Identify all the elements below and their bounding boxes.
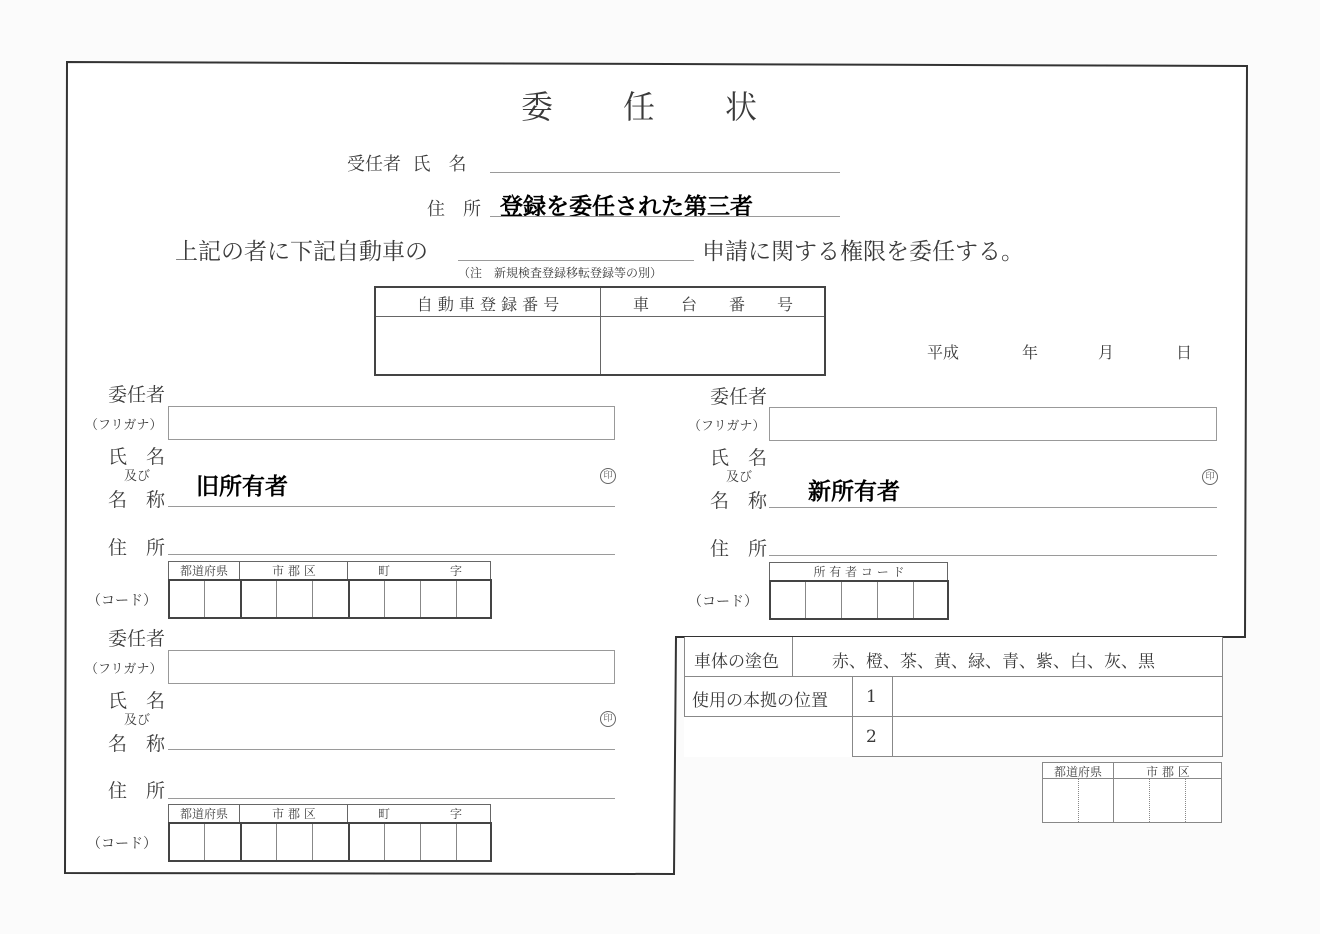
delegator2-code-boxes[interactable] xyxy=(168,822,492,862)
date-month: 月 xyxy=(1098,343,1115,362)
old-owner-furigana-input[interactable] xyxy=(168,406,615,440)
furigana-label: （フリガナ） xyxy=(85,662,163,677)
and-label: 及び xyxy=(124,469,151,484)
delegator2-name-line[interactable] xyxy=(168,749,615,750)
name-label: 氏 名 xyxy=(710,447,768,469)
new-owner-address-line[interactable] xyxy=(769,555,1217,556)
code-label: （コード） xyxy=(87,836,157,852)
new-owner-code-boxes[interactable] xyxy=(769,580,949,620)
old-owner-name-line[interactable] xyxy=(168,506,615,507)
date-day: 日 xyxy=(1176,343,1193,362)
code-header-pref: 都道府県 xyxy=(179,807,228,821)
vehicle-info-table xyxy=(684,637,1223,757)
new-owner-name-line[interactable] xyxy=(769,507,1217,508)
title-name-label: 名 称 xyxy=(108,733,166,755)
address-label: 住 所 xyxy=(710,538,768,560)
delegator2-address-line[interactable] xyxy=(168,798,615,799)
name-label: 氏 名 xyxy=(108,690,166,712)
new-owner-annotation: 新所有者 xyxy=(808,479,900,505)
page-title: 委 任 状 xyxy=(520,88,759,126)
owner-code-header: 所 有 者 コ ー ド xyxy=(813,565,905,579)
furigana-label: （フリガナ） xyxy=(688,419,766,434)
code-header-aza: 字 xyxy=(449,807,462,821)
agent-name-line[interactable] xyxy=(490,172,840,173)
code-label: （コード） xyxy=(688,594,758,610)
base-row-1-input[interactable] xyxy=(894,679,1220,715)
base-row-2-input[interactable] xyxy=(894,719,1220,755)
application-type-line[interactable] xyxy=(458,260,694,261)
code-header-town: 町 xyxy=(377,807,390,821)
statement-before: 上記の者に下記自動車の xyxy=(175,239,428,265)
chassis-number-input[interactable] xyxy=(603,319,824,374)
base-location-code-input[interactable] xyxy=(1043,779,1221,822)
date-year: 年 xyxy=(1022,343,1039,362)
agent-address-line[interactable] xyxy=(490,216,840,217)
base-row-1-label: 1 xyxy=(866,687,877,707)
seal-icon: 印 xyxy=(1202,469,1218,485)
code-header-pref: 都道府県 xyxy=(179,564,228,578)
code-header-aza: 字 xyxy=(449,564,462,578)
old-owner-code-boxes[interactable] xyxy=(168,579,492,619)
agent-label: 受任者 氏 名 xyxy=(347,154,467,175)
delegator-label: 委任者 xyxy=(710,386,768,408)
title-name-label: 名 称 xyxy=(710,490,768,512)
code-label: （コード） xyxy=(87,593,157,609)
agent-address-label: 住 所 xyxy=(427,199,481,220)
base-row-2-label: 2 xyxy=(866,727,877,747)
vehicle-table xyxy=(374,286,826,376)
delegator2-furigana-input[interactable] xyxy=(168,650,615,684)
seal-icon: 印 xyxy=(600,711,616,727)
old-owner-annotation: 旧所有者 xyxy=(196,474,288,500)
address-label: 住 所 xyxy=(108,780,166,802)
delegator-label: 委任者 xyxy=(108,384,166,406)
old-owner-address-line[interactable] xyxy=(168,554,615,555)
code-header-town: 町 xyxy=(377,564,390,578)
chassis-number-header: 車 台 番 号 xyxy=(632,295,793,314)
code-header-city: 市 郡 区 xyxy=(1146,765,1190,779)
body-color-label: 車体の塗色 xyxy=(694,652,779,672)
base-location-label: 使用の本拠の位置 xyxy=(692,691,828,711)
code-header-city: 市 郡 区 xyxy=(272,564,316,578)
and-label: 及び xyxy=(124,713,151,728)
name-label: 氏 名 xyxy=(108,446,166,468)
seal-icon: 印 xyxy=(600,468,616,484)
and-label: 及び xyxy=(726,470,753,485)
code-header-pref: 都道府県 xyxy=(1053,765,1102,779)
reg-number-input[interactable] xyxy=(378,319,598,374)
new-owner-furigana-input[interactable] xyxy=(769,407,1217,441)
reg-number-header: 自 動 車 登 録 番 号 xyxy=(416,295,560,314)
code-header-city: 市 郡 区 xyxy=(272,807,316,821)
body-color-options[interactable]: 赤、橙、茶、黄、緑、青、紫、白、灰、黒 xyxy=(832,652,1155,672)
address-label: 住 所 xyxy=(108,537,166,559)
title-name-label: 名 称 xyxy=(108,489,166,511)
date-era: 平成 xyxy=(927,343,960,362)
delegator-label: 委任者 xyxy=(108,628,166,650)
statement-note: （注 新規検査登録移転登録等の別） xyxy=(458,266,663,280)
statement-after: 申請に関する権限を委任する。 xyxy=(702,239,1024,265)
furigana-label: （フリガナ） xyxy=(85,418,163,433)
agent-annotation: 登録を委任された第三者 xyxy=(500,194,753,220)
